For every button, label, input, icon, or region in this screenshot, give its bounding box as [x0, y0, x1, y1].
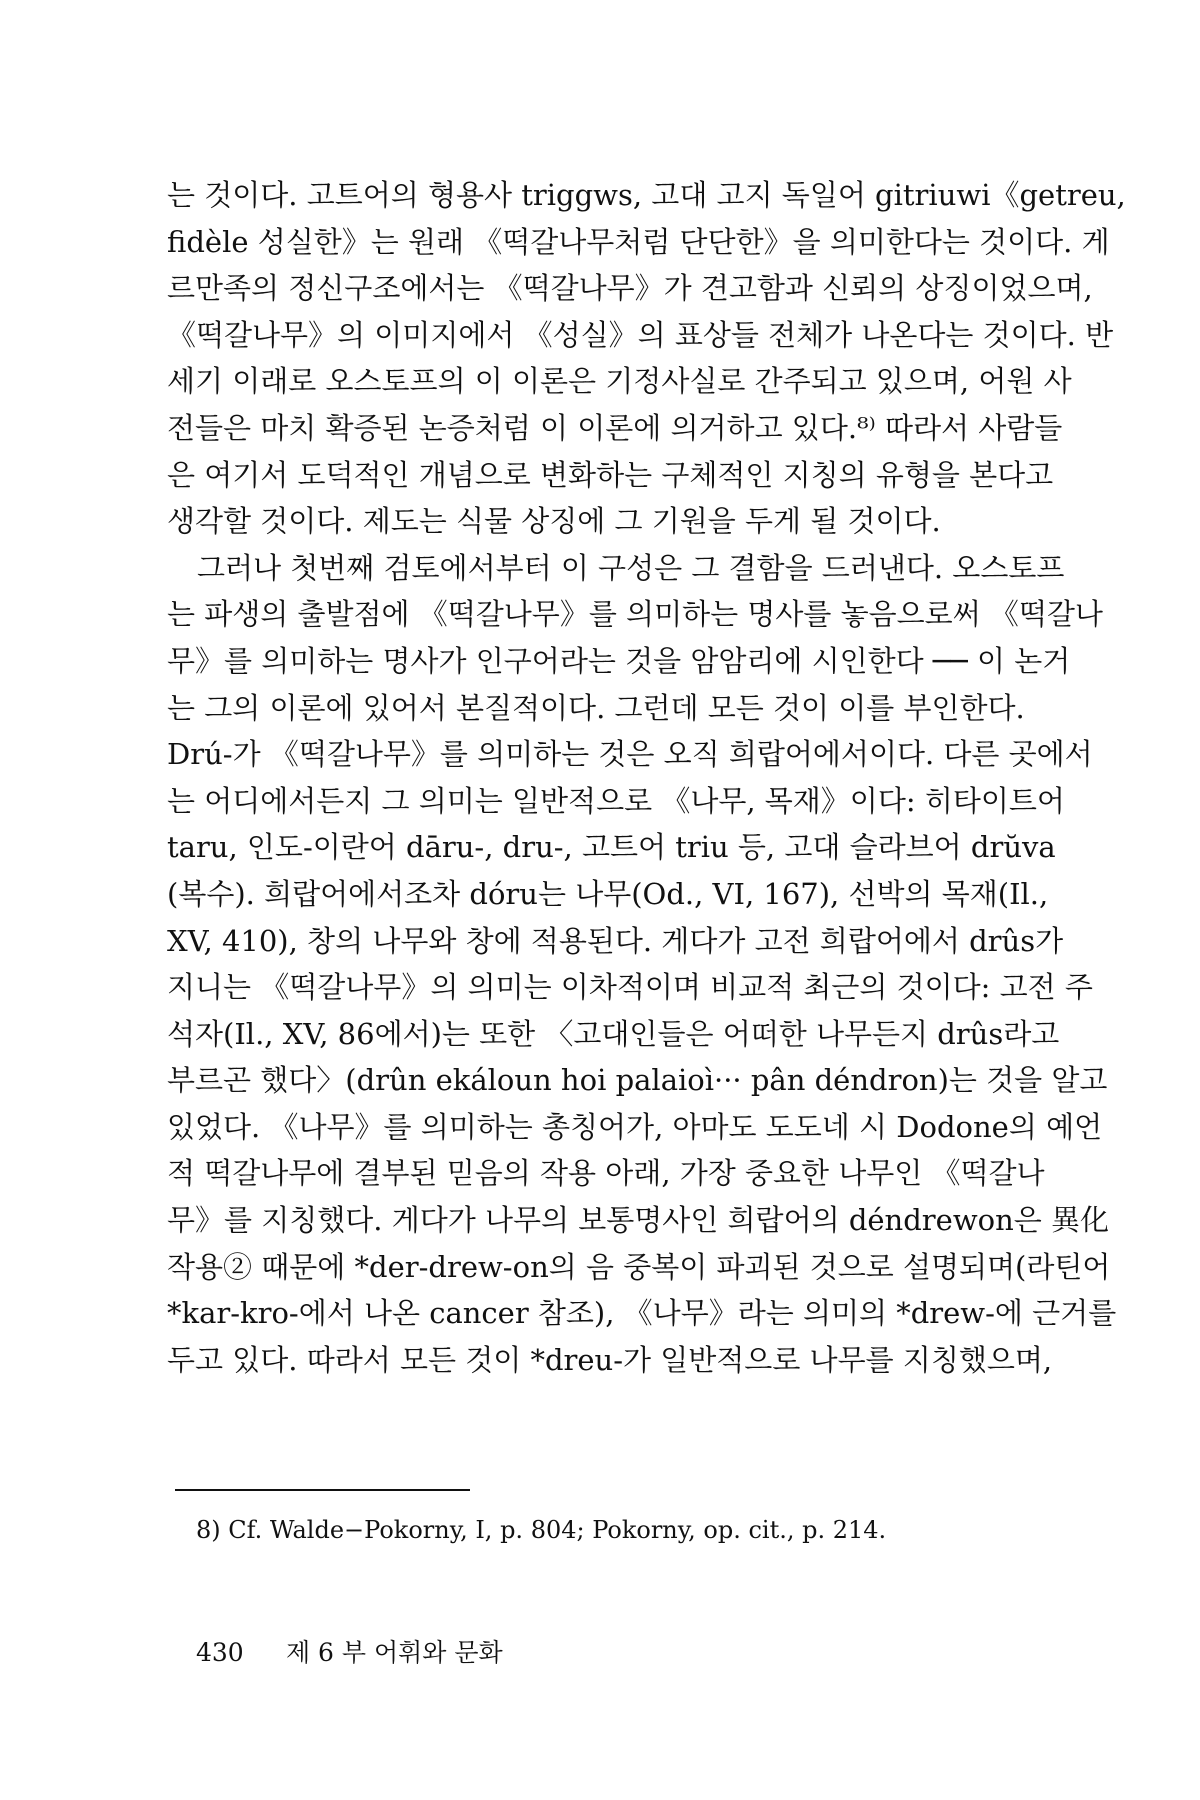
text-line: XV, 410), 창의 나무와 창에 적용된다. 게다가 고전 희랍어에서 drûs가	[167, 923, 1064, 958]
text-line: 그러나 첫번째 검토에서부터 이 구성은 그 결함을 드러낸다. 오스토프	[197, 550, 1065, 585]
text-line: 생각할 것이다. 제도는 식물 상징에 그 기원을 두게 될 것이다.	[167, 504, 941, 539]
text-line: 작용② 때문에 *der-drew-on의 음 중복이 파괴된 것으로 설명되며(라틴어	[167, 1249, 1111, 1284]
text-line: 는 어디에서든지 그 의미는 일반적으로 《나무, 목재》이다: 히타이트어	[167, 783, 1065, 818]
text-line: 는 그의 이론에 있어서 본질적이다. 그런데 모든 것이 이를 부인한다.	[167, 690, 1025, 725]
text-line: 무》를 의미하는 명사가 인구어라는 것을 암암리에 시인한다 ── 이 논거	[167, 643, 1071, 678]
text-line: 르만족의 정신구조에서는 《떡갈나무》가 견고함과 신뢰의 상징이었으며,	[167, 271, 1093, 306]
text-line: 무》를 지칭했다. 게다가 나무의 보통명사인 희랍어의 déndrewon은 異化	[167, 1203, 1110, 1238]
text-line: 석자(Il., XV, 86에서)는 또한 〈고대인들은 어떠한 나무든지 drûs라고	[167, 1016, 1060, 1051]
footnote-divider	[175, 1489, 470, 1491]
page-footer	[196, 1638, 503, 1668]
text-line: 는 것이다. 고트어의 형용사 triggws, 고대 고지 독일어 gitriuwi《getreu,	[167, 178, 1126, 212]
text-line: 두고 있다. 따라서 모든 것이 *dreu-가 일반적으로 나무를 지칭했으며,	[167, 1342, 1053, 1377]
running-title: 제 6 부 어휘와 문화	[285, 1638, 503, 1667]
text-line: 《떡갈나무》의 이미지에서 《성실》의 표상들 전체가 나온다는 것이다. 반	[167, 317, 1114, 352]
text-line: taru, 인도-이란어 dāru-, dru-, 고트어 triu 등, 고대 슬라브어 drŭva	[167, 830, 1056, 865]
text-line: (복수). 희랍어에서조차 dóru는 나무(Od., VI, 167), 선박의 목재(Il.,	[167, 876, 1049, 911]
text-line: *kar-kro-에서 나온 cancer 참조), 《나무》라는 의미의 *drew-에 근거를	[167, 1296, 1117, 1331]
text-line: fidèle 성실한》는 원래 《떡갈나무처럼 단단한》을 의미한다는 것이다. 게	[167, 224, 1110, 259]
text-line: 은 여기서 도덕적인 개념으로 변화하는 구체적인 지칭의 유형을 본다고	[167, 457, 1054, 492]
text-line: 있었다. 《나무》를 의미하는 총칭어가, 아마도 도도네 시 Dodone의 예언	[167, 1109, 1103, 1144]
text-line: 세기 이래로 오스토프의 이 이론은 기정사실로 간주되고 있으며, 어원 사	[167, 364, 1072, 399]
page-number: 430	[196, 1638, 244, 1667]
text-line: 지니는 《떡갈나무》의 의미는 이차적이며 비교적 최근의 것이다: 고전 주	[167, 970, 1093, 1005]
text-line: 는 파생의 출발점에 《떡갈나무》를 의미하는 명사를 놓음으로써 《떡갈나	[167, 597, 1103, 632]
body-text	[167, 172, 1126, 1383]
text-line: 적 떡갈나무에 결부된 믿음의 작용 아래, 가장 중요한 나무인 《떡갈나	[167, 1156, 1045, 1191]
text-line: 전들은 마치 확증된 논증처럼 이 이론에 의거하고 있다.⁸⁾ 따라서 사람들	[167, 410, 1063, 445]
footnote: 8) Cf. Walde−Pokorny, I, p. 804; Pokorny, op. cit., p. 214.	[196, 1516, 887, 1544]
text-line: 부르곤 했다〉(drûn ekáloun hoi palaioì··· pân déndron)는 것을 알고	[167, 1063, 1108, 1098]
text-line: Drú-가 《떡갈나무》를 의미하는 것은 오직 희랍어에서이다. 다른 곳에서	[167, 737, 1093, 772]
